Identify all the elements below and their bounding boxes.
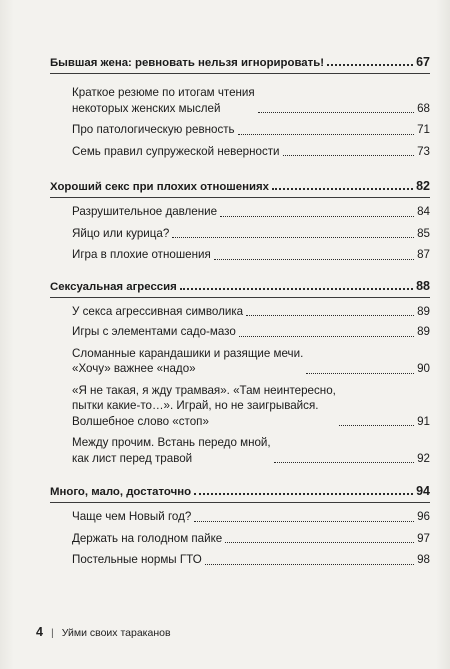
entry-page-number: 89 — [417, 325, 430, 338]
chapter-title: Много, мало, достаточно — [50, 486, 192, 498]
chapter-page-number: 94 — [416, 484, 430, 498]
entry-title: Постельные нормы ГТО — [72, 553, 202, 566]
dot-leader — [172, 237, 414, 238]
toc-entry[interactable] — [50, 383, 430, 430]
dot-leader — [194, 521, 414, 522]
dot-leader — [214, 259, 414, 260]
toc-chapter[interactable] — [50, 179, 430, 194]
entry-title: Семь правил супружеской неверности — [72, 144, 280, 158]
footer-book-title: Уйми своих тараканов — [61, 627, 171, 639]
toc-entry[interactable] — [50, 85, 430, 116]
dot-leader — [306, 373, 414, 374]
entry-page-number: 98 — [417, 553, 430, 566]
dot-leader — [283, 155, 415, 156]
toc-entry[interactable] — [50, 435, 430, 466]
toc-chapter[interactable] — [50, 279, 430, 294]
section-rule — [50, 502, 430, 503]
entry-title: Игры с элементами садо-мазо — [72, 325, 236, 338]
toc-entry[interactable] — [50, 304, 430, 320]
dot-leader — [194, 493, 413, 495]
toc-section — [50, 279, 430, 467]
toc-entry[interactable] — [50, 204, 430, 220]
dot-leader — [225, 542, 414, 543]
dot-leader — [238, 134, 414, 135]
entry-page-number: 91 — [417, 414, 430, 428]
dot-leader — [258, 112, 414, 113]
toc-entry[interactable] — [50, 144, 430, 160]
entry-page-number: 68 — [417, 101, 430, 115]
entry-title: Краткое резюме по итогам чтения некоторых женских мыслей — [72, 86, 255, 115]
dot-leader — [272, 188, 413, 190]
entry-page-number: 71 — [417, 123, 430, 136]
entry-page-number: 87 — [417, 248, 430, 261]
toc-section — [50, 484, 430, 568]
footer-page-number: 4 — [36, 625, 43, 639]
chapter-page-number: 82 — [416, 179, 430, 193]
entry-page-number: 96 — [417, 510, 430, 523]
toc-entry[interactable] — [50, 247, 430, 263]
toc-entry[interactable] — [50, 552, 430, 568]
dot-leader — [246, 315, 414, 316]
entry-page-number: 97 — [417, 531, 430, 545]
toc-entry[interactable] — [50, 122, 430, 138]
toc-entry[interactable] — [50, 346, 430, 377]
dot-leader — [180, 288, 413, 290]
toc-section — [50, 179, 430, 263]
entry-title: Яйцо или курица? — [72, 226, 170, 240]
dot-leader — [339, 425, 414, 426]
chapter-title: Сексуальная агрессия — [50, 280, 177, 293]
table-of-contents — [50, 50, 430, 568]
entry-title: Разрушительное давление — [72, 205, 218, 218]
entry-title: Держать на голодном пайке — [72, 531, 223, 545]
toc-chapter[interactable] — [50, 55, 430, 70]
page-footer — [36, 625, 171, 639]
entry-page-number: 85 — [417, 226, 430, 240]
entry-page-number: 90 — [417, 362, 430, 375]
chapter-page-number: 88 — [416, 278, 430, 293]
entry-page-number: 92 — [417, 451, 430, 465]
toc-entry[interactable] — [50, 324, 430, 340]
chapter-page-number: 67 — [416, 55, 430, 69]
toc-section — [50, 55, 430, 159]
entry-title: Про патологическую ревность — [72, 123, 235, 136]
entry-title: Между прочим. Встань передо мной, как лист перед травой — [72, 436, 271, 465]
chapter-title: Бывшая жена: ревновать нельзя игнорировать! — [50, 57, 325, 69]
entry-title: У секса агрессивная символика — [72, 304, 244, 318]
toc-chapter[interactable] — [50, 484, 430, 499]
dot-leader — [220, 216, 414, 217]
entry-title: Сломанные карандашики и разящие мечи. «Хочу» важнее «надо» — [72, 346, 304, 375]
entry-title: Чаще чем Новый год? — [72, 510, 192, 523]
dot-leader — [327, 64, 413, 66]
entry-title: «Я не такая, я жду трамвая». «Там неинтересно, пытки какие-то…». Играй, но не заигрывайся. Волшебное слово «стоп» — [72, 383, 336, 428]
toc-entry[interactable] — [50, 226, 430, 242]
entry-page-number: 89 — [417, 304, 430, 318]
toc-entry[interactable] — [50, 531, 430, 547]
toc-entry[interactable] — [50, 509, 430, 525]
section-rule — [50, 73, 430, 74]
dot-leader — [205, 564, 414, 565]
entry-page-number: 84 — [417, 205, 430, 218]
entry-page-number: 73 — [417, 144, 430, 158]
dot-leader — [239, 336, 414, 337]
chapter-title: Хороший секс при плохих отношениях — [50, 181, 269, 193]
section-rule — [50, 297, 430, 298]
section-rule — [50, 197, 430, 198]
footer-separator: | — [50, 627, 54, 639]
entry-title: Игра в плохие отношения — [72, 248, 211, 261]
dot-leader — [274, 462, 414, 463]
